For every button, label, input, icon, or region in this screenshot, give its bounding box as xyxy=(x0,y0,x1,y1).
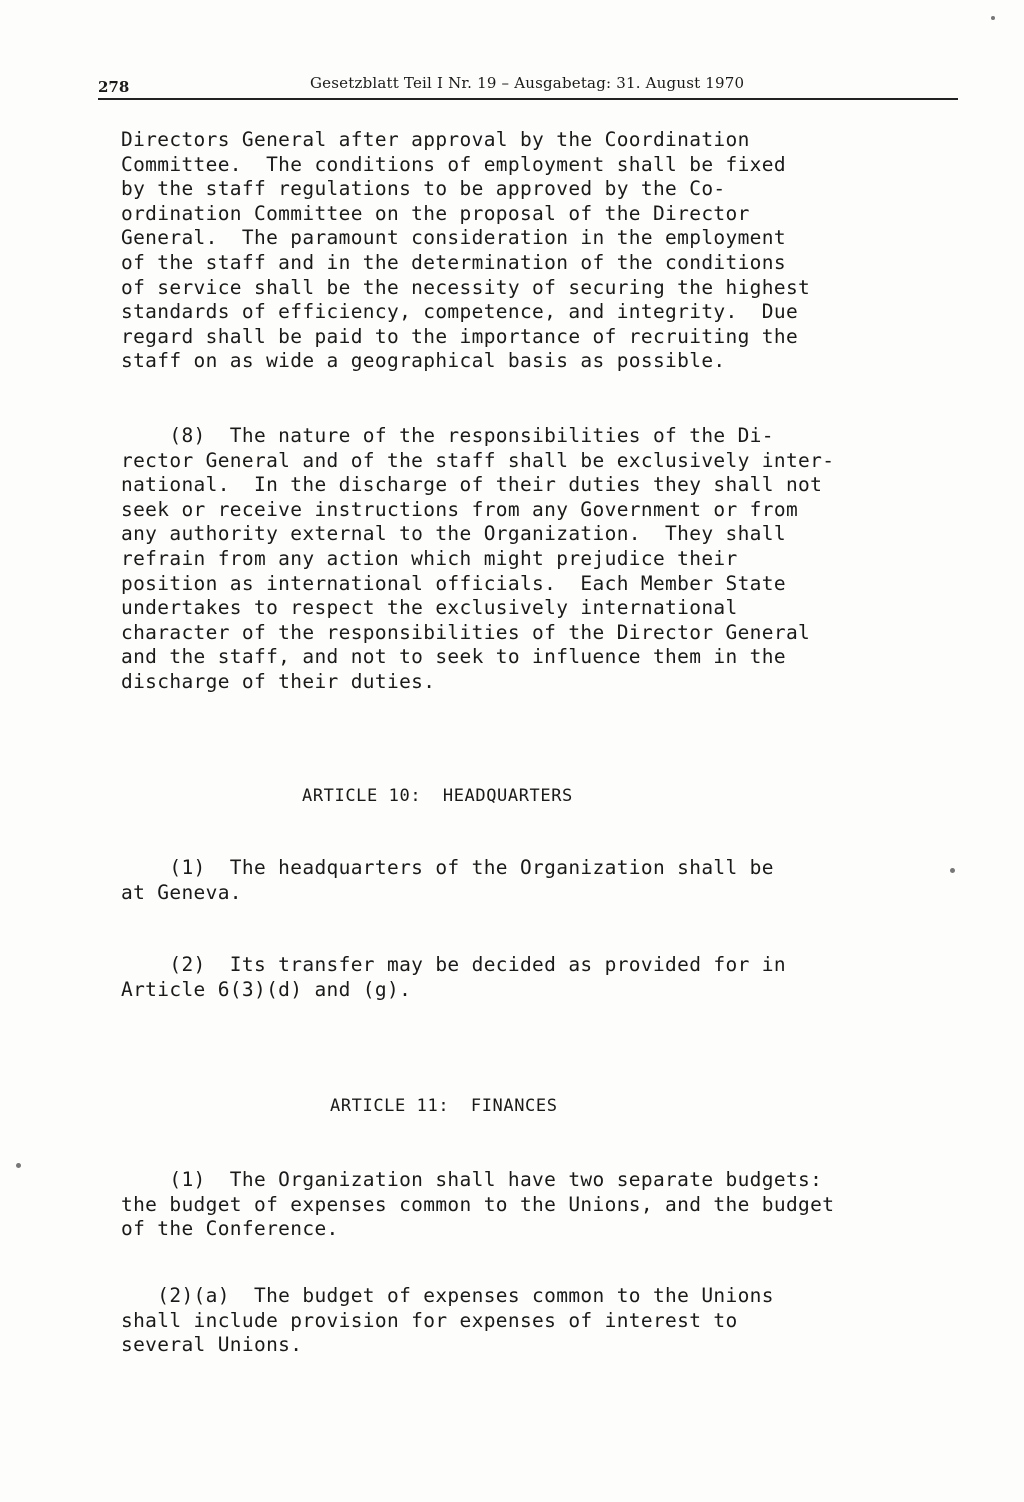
article-10-paragraph-1: (1) The headquarters of the Organization shall be at Geneva. xyxy=(121,856,774,904)
running-title: Gesetzblatt Teil I Nr. 19 – Ausgabetag: 31. August 1970 xyxy=(310,74,745,92)
scan-speck-mark xyxy=(16,1163,21,1168)
scan-speck-mark xyxy=(950,868,955,873)
article-11-paragraph-1: (1) The Organization shall have two separate budgets: the budget of expenses common to the Unions, and the budget of the Conference. xyxy=(121,1168,835,1241)
paragraph-8: (8) The nature of the responsibilities of the Di- rector General and of the staff shall be exclusively inter- national. In the discharge of their duties they shall not seek or receive instructions from any Government or from any authority external to the Organization. They shall refrain from any action which might prejudice their position as international officials. Each Member State undertakes to respect the exclusively international character of the responsibilities of the Director General and the staff, and not to seek to influence them in the discharge of their duties. xyxy=(121,424,835,693)
scan-speck-mark xyxy=(991,16,995,20)
article-11-heading: ARTICLE 11: FINANCES xyxy=(330,1096,558,1116)
article-10-heading: ARTICLE 10: HEADQUARTERS xyxy=(302,786,573,806)
paragraph-7-continuation: Directors General after approval by the Coordination Committee. The conditions of employment shall be fixed by the staff regulations to be approved by the Co- ordination Committee on the proposal of the Director General. The paramount consideration in the employment of the staff and in the determination of the conditions of service shall be the necessity of securing the highest standards of efficiency, competence, and integrity. Due regard shall be paid to the importance of recruiting the staff on as wide a geographical basis as possible. xyxy=(121,128,811,373)
article-10-paragraph-2: (2) Its transfer may be decided as provided for in Article 6(3)(d) and (g). xyxy=(121,953,786,1001)
page-number: 278 xyxy=(98,78,130,96)
page-header xyxy=(98,72,958,100)
article-11-paragraph-2a: (2)(a) The budget of expenses common to the Unions shall include provision for expenses of interest to several Unions. xyxy=(121,1284,774,1357)
